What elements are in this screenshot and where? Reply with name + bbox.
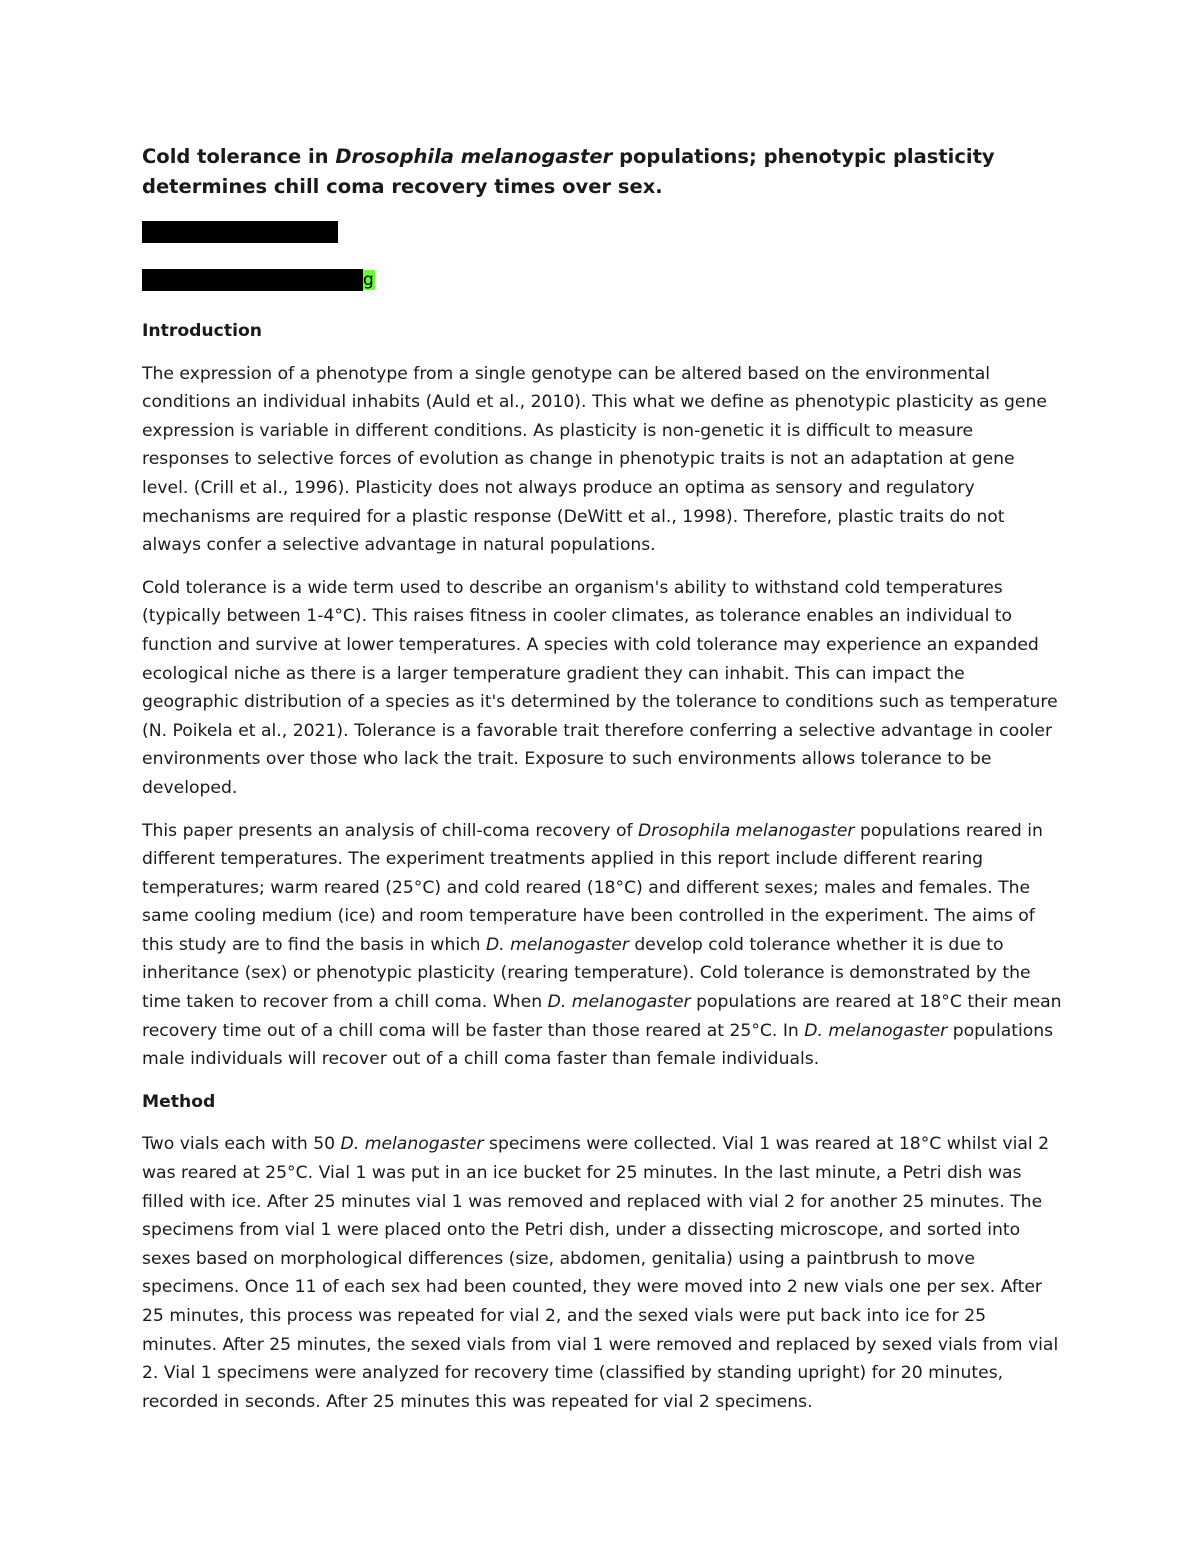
redaction-block — [142, 269, 363, 291]
title-species-italic: Drosophila melanogaster — [335, 145, 613, 168]
species-italic: D. melanogaster — [340, 1134, 484, 1155]
species-italic: D. melanogaster — [547, 992, 691, 1013]
intro-paragraph-2: Cold tolerance is a wide term used to describe an organism's ability to withstand cold temperatures (typically between 1-4°C). This raises fitness in cooler climates, as tolerance enables an individual to function and survive at lower temperatures. A species with cold tolerance may experience an expanded ecological niche as there is a larger temperature gradient they can inhabit. This can impact the geographic distribution of a species as it's determined by the tolerance to conditions such as temperature (N. Poikela et al., 2021). Tolerance is a favorable trait therefore conferring a selective advantage in cooler environments over those who lack the trait. Exposure to such environments allows tolerance to be developed. — [142, 577, 1058, 798]
species-italic: D. melanogaster — [485, 934, 629, 955]
method-heading: Method — [142, 1091, 216, 1112]
method-paragraph-1: Two vials each with 50 D. melanogaster specimens were collected. Vial 1 was reared at 18°C whilst vial 2 was reared at 25°C. Vial 1 was put in an ice bucket for 25 minutes. In the last minute, a Petri dish was filled with ice. After 25 minutes vial 1 was removed and replaced with vial 2 for another 25 minutes. The specimens from vial 1 were placed onto the Petri dish, under a dissecting microscope, and sorted into sexes based on morphological differences (size, abdomen, genitalia) using a paintbrush to move specimens. Once 11 of each sex had been counted, they were moved into 2 new vials one per sex. After 25 minutes, this process was repeated for vial 2, and the sexed vials were put back into ice for 25 minutes. After 25 minutes, the sexed vials from vial 1 were removed and replaced by sexed vials from vial 2. Vial 1 specimens were analyzed for recovery time (classified by standing upright) for 20 minutes, recorded in seconds. After 25 minutes this was repeated for vial 2 specimens. — [142, 1134, 1059, 1412]
intro-paragraph-1: The expression of a phenotype from a single genotype can be altered based on the environmental conditions an individual inhabits (Auld et al., 2010). This what we define as phenotypic plasticity as gene expression is variable in different conditions. As plasticity is non-genetic it is difficult to measure responses to selective forces of evolution as change in phenotypic traits is not an adaptation at gene level. (Crill et al., 1996). Plasticity does not always produce an optima as sensory and regulatory mechanisms are required for a plastic response (DeWitt et al., 1998). Therefore, plastic traits do not always confer a selective advantage in natural populations. — [142, 363, 1047, 556]
species-italic: Drosophila melanogaster — [638, 820, 855, 841]
document-title — [142, 142, 1062, 202]
redaction-block — [142, 221, 338, 243]
redacted-line-2 — [142, 269, 1062, 293]
title-text-end: populations; phenotypic plasticity determines chill coma recovery times over sex. — [142, 145, 995, 198]
document-page — [142, 142, 1062, 1430]
species-italic: D. melanogaster — [804, 1020, 948, 1041]
redacted-line-1 — [142, 221, 1062, 245]
highlighted-name-tail: g — [363, 270, 374, 290]
intro-paragraph-3: This paper presents an analysis of chill-coma recovery of Drosophila melanogaster populations reared in different temperatures. The experiment treatments applied in this report include different rearing temperatures; warm reared (25°C) and cold reared (18°C) and different sexes; males and females. The same cooling medium (ice) and room temperature have been controlled in the experiment. The aims of this study are to find the basis in which D. melanogaster develop cold tolerance whether it is due to inheritance (sex) or phenotypic plasticity (rearing temperature). Cold tolerance is demonstrated by the time taken to recover from a chill coma. When D. melanogaster populations are reared at 18°C their mean recovery time out of a chill coma will be faster than those reared at 25°C. In D. melanogaster populations male individuals will recover out of a chill coma faster than female individuals. — [142, 820, 1062, 1070]
title-text-start: Cold tolerance in — [142, 145, 336, 168]
introduction-heading: Introduction — [142, 321, 263, 341]
